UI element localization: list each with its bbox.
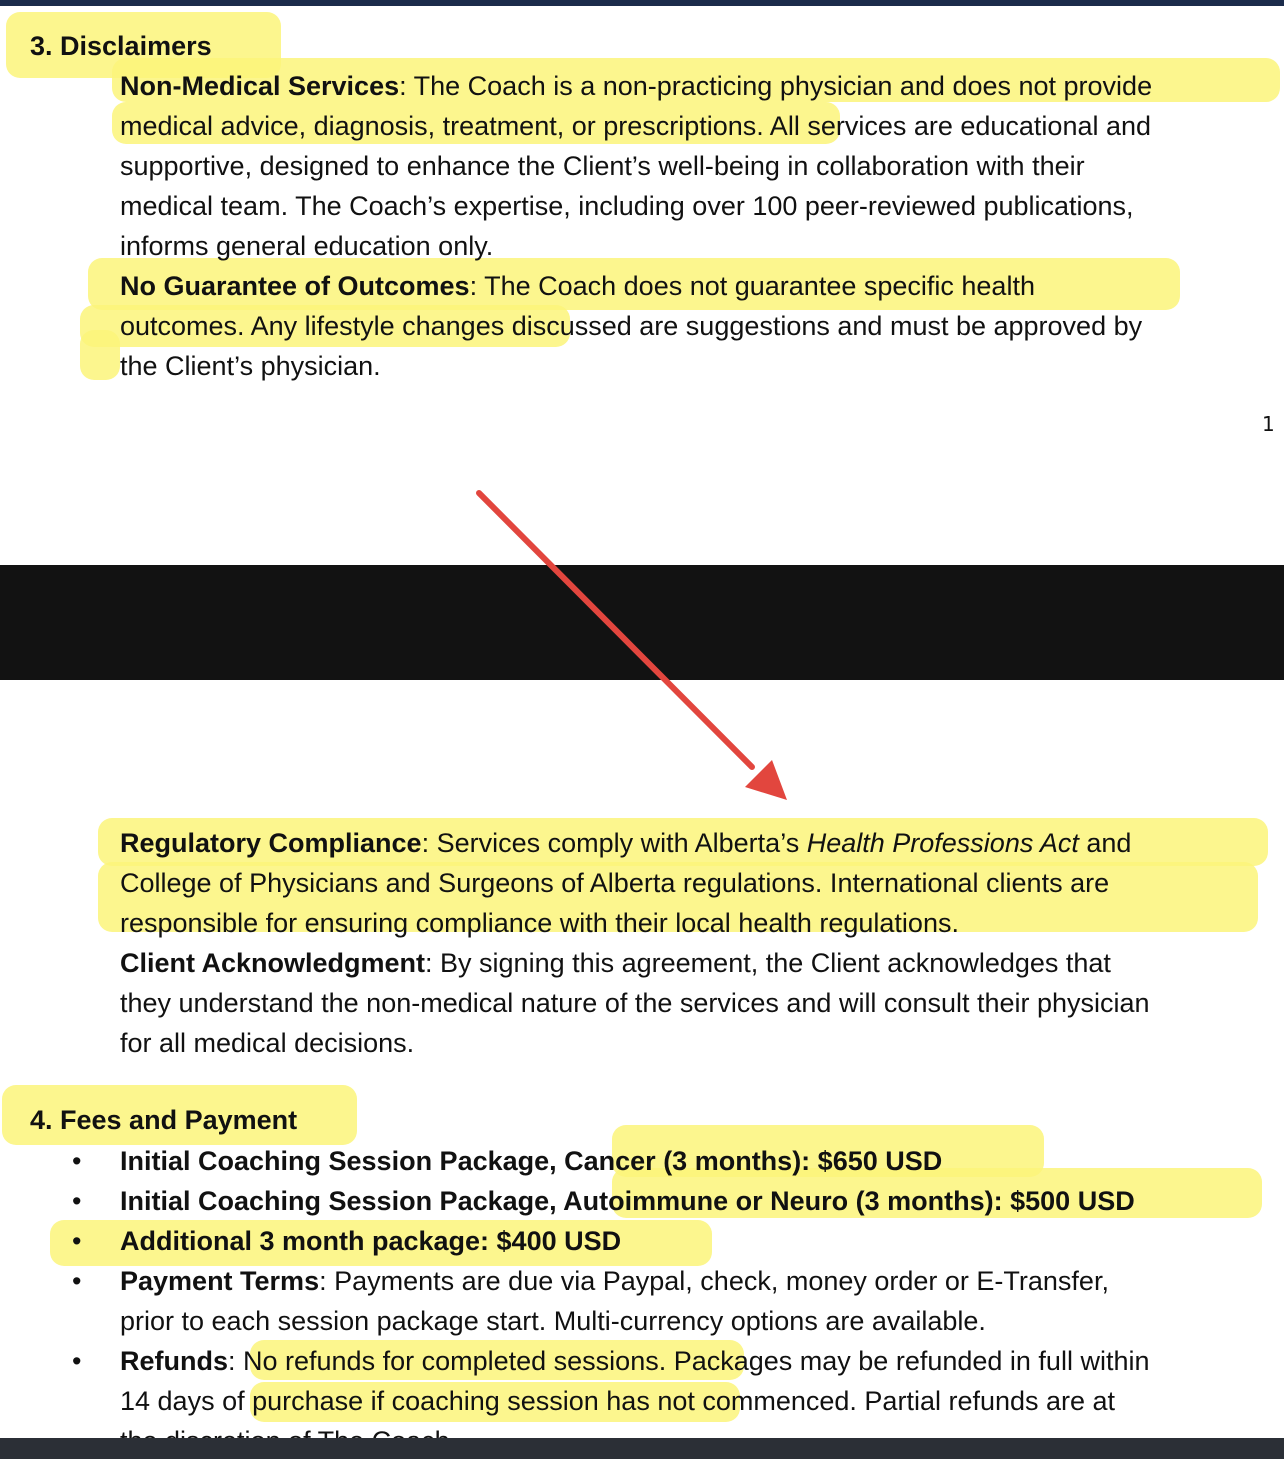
regulatory-compliance-line [120, 823, 1131, 863]
paragraph-line: for all medical decisions. [120, 1028, 415, 1058]
bottom-bar [0, 1438, 1284, 1459]
non-medical-services-text: : The Coach is a non-practicing physician and does not provide [399, 71, 1153, 101]
paragraph-line: College of Physicians and Surgeons of Alberta regulations. International clients are [120, 868, 1110, 898]
no-guarantee-label: No Guarantee of Outcomes [120, 271, 470, 301]
bullet-icon: • [72, 1346, 82, 1376]
paragraph-line: responsible for ensuring compliance with their local health regulations. [120, 908, 959, 938]
paragraph-line: prior to each session package start. Multi-currency options are available. [120, 1306, 986, 1336]
payment-terms-line [120, 1261, 1109, 1301]
client-acknowledgment-label: Client Acknowledgment [120, 948, 426, 978]
regulatory-text: : Services comply with Alberta’s [421, 828, 807, 858]
non-medical-services-label: Non-Medical Services [120, 71, 400, 101]
fee-item: Initial Coaching Session Package, Autoimmune or Neuro (3 months): $500 USD [120, 1186, 1135, 1216]
regulatory-compliance-label: Regulatory Compliance [120, 828, 422, 858]
refunds-label: Refunds [120, 1346, 228, 1376]
act-name: Health Professions Act [806, 828, 1079, 858]
paragraph-line: medical team. The Coach’s expertise, including over 100 peer-reviewed publications, [120, 191, 1134, 221]
paragraph-line: outcomes. Any lifestyle changes discussed are suggestions and must be approved by [120, 311, 1143, 341]
section-heading: 4. Fees and Payment [30, 1105, 298, 1135]
bullet-icon: • [72, 1186, 82, 1216]
payment-terms-text: : Payments are due via Paypal, check, money order or E-Transfer, [319, 1266, 1109, 1296]
paragraph-line: 14 days of purchase if coaching session has not commenced. Partial refunds are at [120, 1386, 1116, 1416]
client-acknowledgment-line [120, 943, 1111, 983]
paragraph-line: informs general education only. [120, 231, 494, 261]
refunds-text: : No refunds for completed sessions. Packages may be refunded in full within [228, 1346, 1150, 1376]
paragraph-line: the Client’s physician. [120, 351, 381, 381]
acknowledgment-text: : By signing this agreement, the Client acknowledges that [425, 948, 1111, 978]
section-heading: 3. Disclaimers [30, 31, 212, 61]
paragraph-line: medical advice, diagnosis, treatment, or prescriptions. All services are educational and [120, 111, 1152, 141]
bullet-icon: • [72, 1266, 82, 1296]
paragraph-line: supportive, designed to enhance the Client’s well-being in collaboration with their [120, 151, 1085, 181]
bullet-icon: • [72, 1226, 82, 1256]
bullet-icon: • [72, 1146, 82, 1176]
refunds-line [120, 1341, 1149, 1381]
payment-terms-label: Payment Terms [120, 1266, 320, 1296]
no-guarantee-text: : The Coach does not guarantee specific health [469, 271, 1035, 301]
paragraph-line: they understand the non-medical nature of the services and will consult their physician [120, 988, 1150, 1018]
page-number: 1 [1262, 412, 1275, 436]
regulatory-text-end: and [1078, 828, 1132, 858]
fee-item: Additional 3 month package: $400 USD [120, 1226, 622, 1256]
fee-item: Initial Coaching Session Package, Cancer (3 months): $650 USD [120, 1146, 943, 1176]
